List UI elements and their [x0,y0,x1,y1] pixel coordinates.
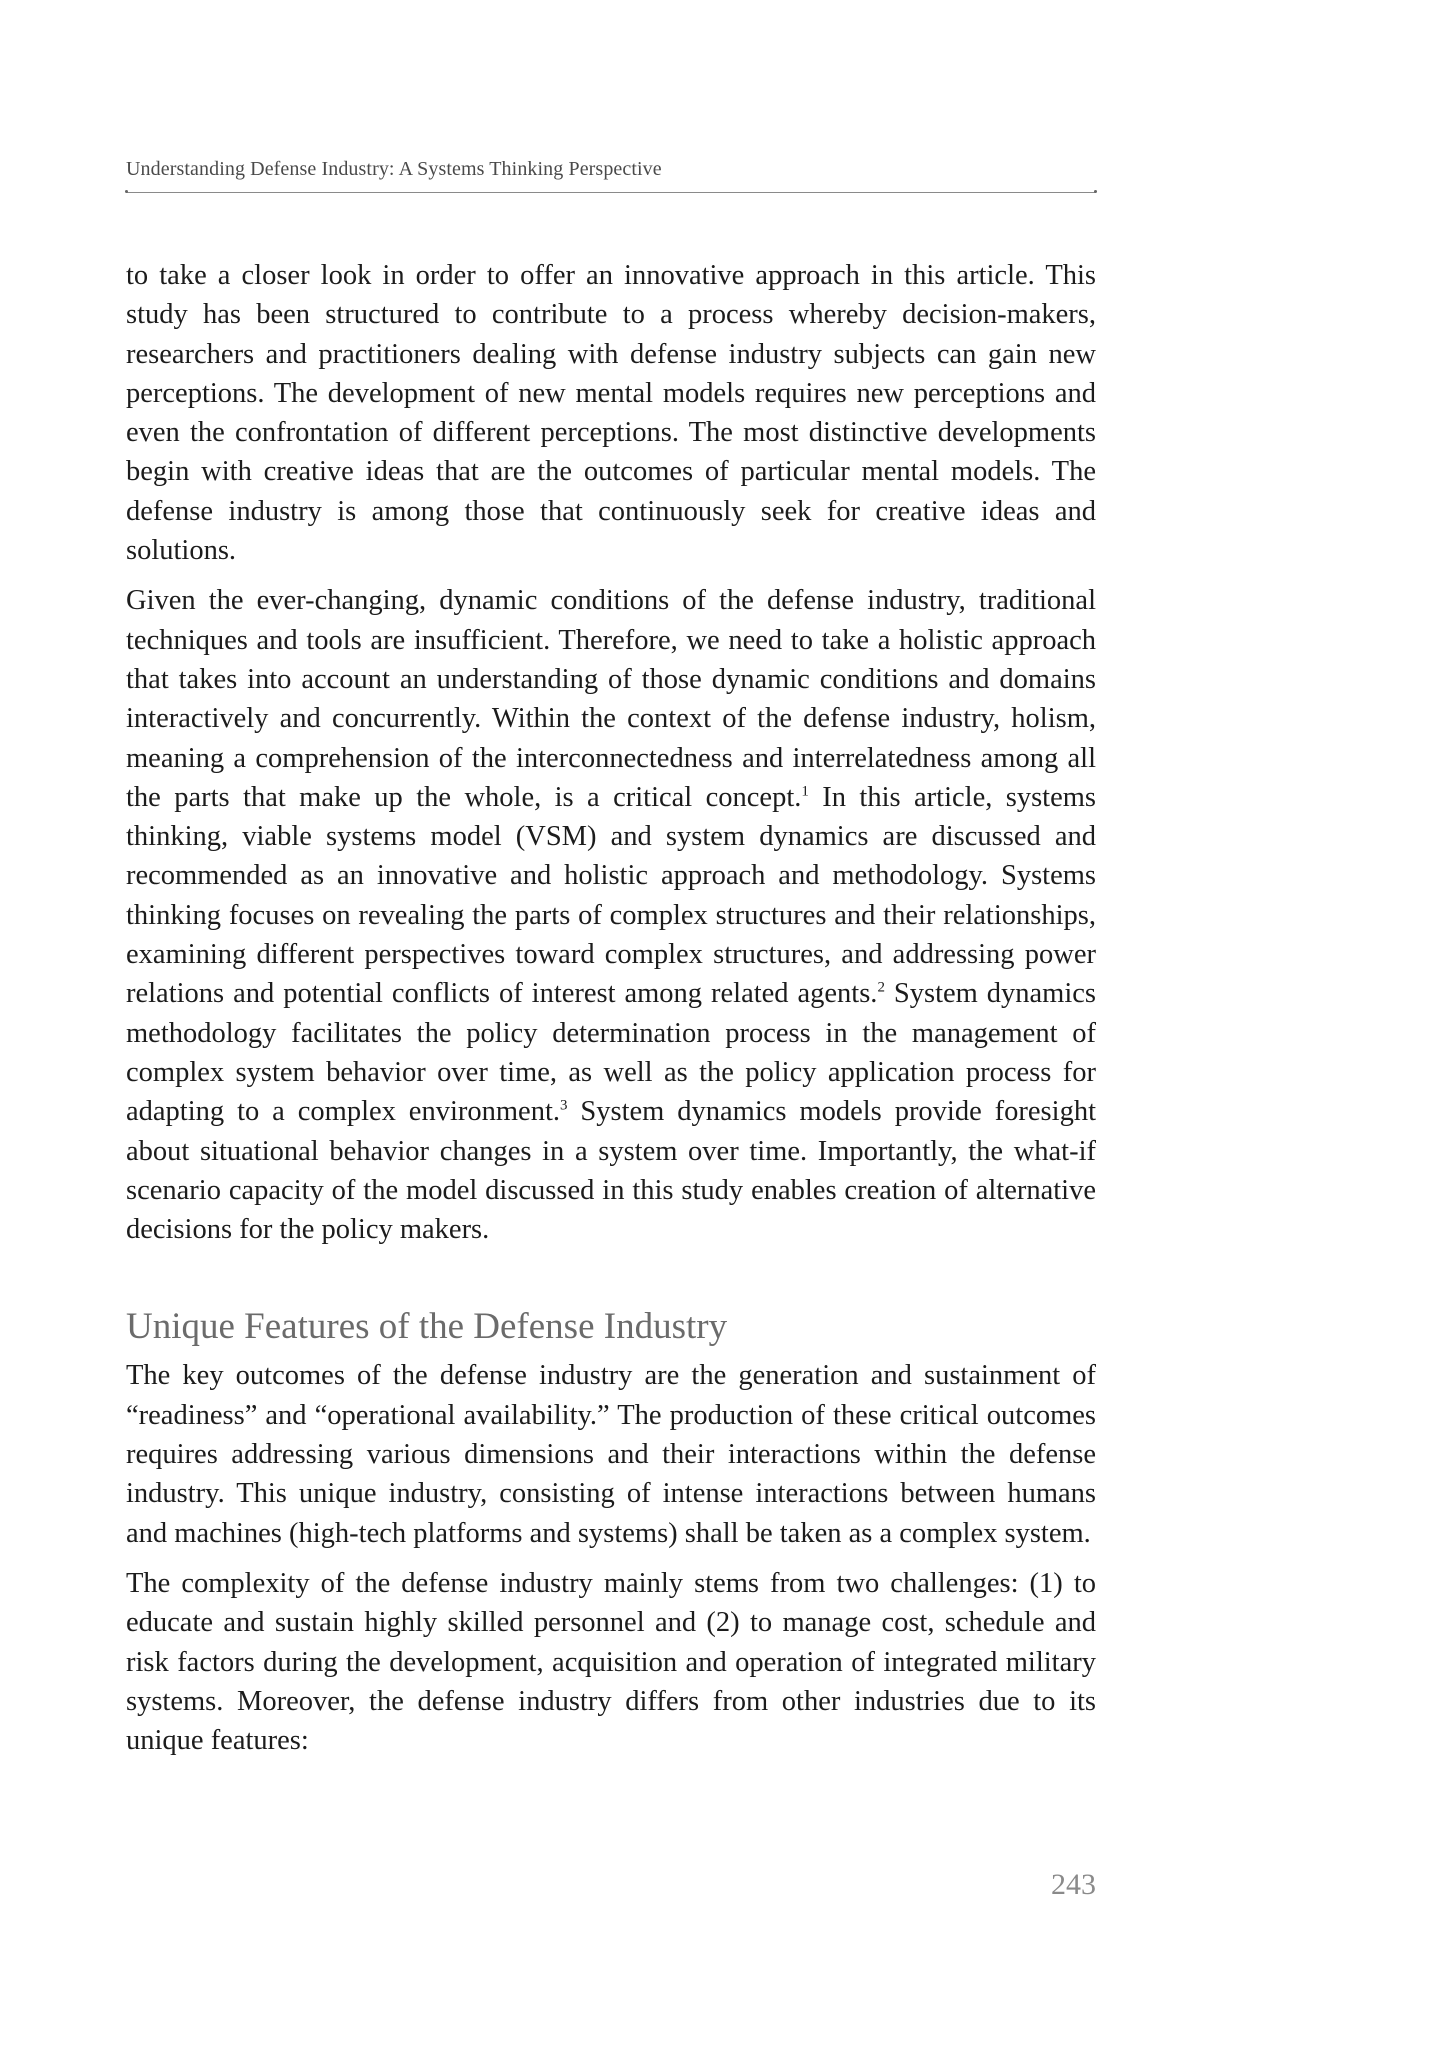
footnote-ref-2: 2 [877,979,885,996]
running-header: Understanding Defense Industry: A Systems Thinking Perspective [126,158,662,180]
page-number: 243 [1051,1868,1096,1901]
section-heading: Unique Features of the Defense Industry [126,1306,728,1348]
paragraph-2-text-b: In this article, systems thinking, viable systems model (VSM) and system dynamics are discussed and recommended as an innovative and holistic approach and methodology. Systems thinking focuses on revealing the parts of complex structures and their relationships, examining different perspectives toward complex structures, and addressing power relations and potential conflicts of interest among related agents. [126,781,1097,1010]
paragraph-2-text-c: System dynamics methodology facilitates the policy determination process in the management of complex system behavior over time, as well as the policy application process for adapting to a complex environment. [126,978,1096,1128]
paragraph-2-text-d: System dynamics models provide foresight about situational behavior changes in a system over time. Importantly, the what-if scenario capacity of the model discussed in this study enables creation of alternative decisions for the policy makers. [126,1096,1096,1246]
paragraph-2 [126,581,1096,1249]
rule-end-dot-right [1094,190,1097,193]
article-body [126,256,1096,1771]
paragraph-3: The key outcomes of the defense industry are the generation and sustainment of “readiness” and “operational availability.” The production of these critical outcomes requires addressing various dimensions and their interactions within the defense industry. This unique industry, consisting of intense interactions between humans and machines (high-tech platforms and systems) shall be taken as a complex system. [126,1360,1096,1549]
rule-end-dot-left [125,190,128,193]
paragraph-4: The complexity of the defense industry mainly stems from two challenges: (1) to educate and sustain highly skilled personnel and (2) to manage cost, schedule and risk factors during the development, acquisition and operation of integrated military systems. Moreover, the defense industry differs from other industries due to its unique features: [126,1567,1096,1757]
footnote-ref-1: 1 [801,783,809,800]
paragraph-1: to take a closer look in order to offer an innovative approach in this article. This study has been structured to contribute to a process whereby decision-makers, researchers and practitioners dealing with defense industry subjects can gain new perceptions. The development of new mental models requires new perceptions and even the confrontation of different perceptions. The most distinctive developments begin with creative ideas that are the outcomes of particular mental models. The defense industry is among those that continuously seek for creative ideas and solutions. [126,260,1096,567]
footnote-ref-3: 3 [559,1097,568,1114]
paragraph-2-text-a: Given the ever-changing, dynamic conditions of the defense industry, traditional techniques and tools are insufficient. Therefore, we need to take a holistic approach that takes into account an understanding of those dynamic conditions and domains interactively and concurrently. Within the context of the defense industry, holism, meaning a comprehension of the interconnectedness and interrelatedness among all the parts that make up the whole, is a critical concept. [126,585,1096,813]
header-rule [126,192,1096,193]
